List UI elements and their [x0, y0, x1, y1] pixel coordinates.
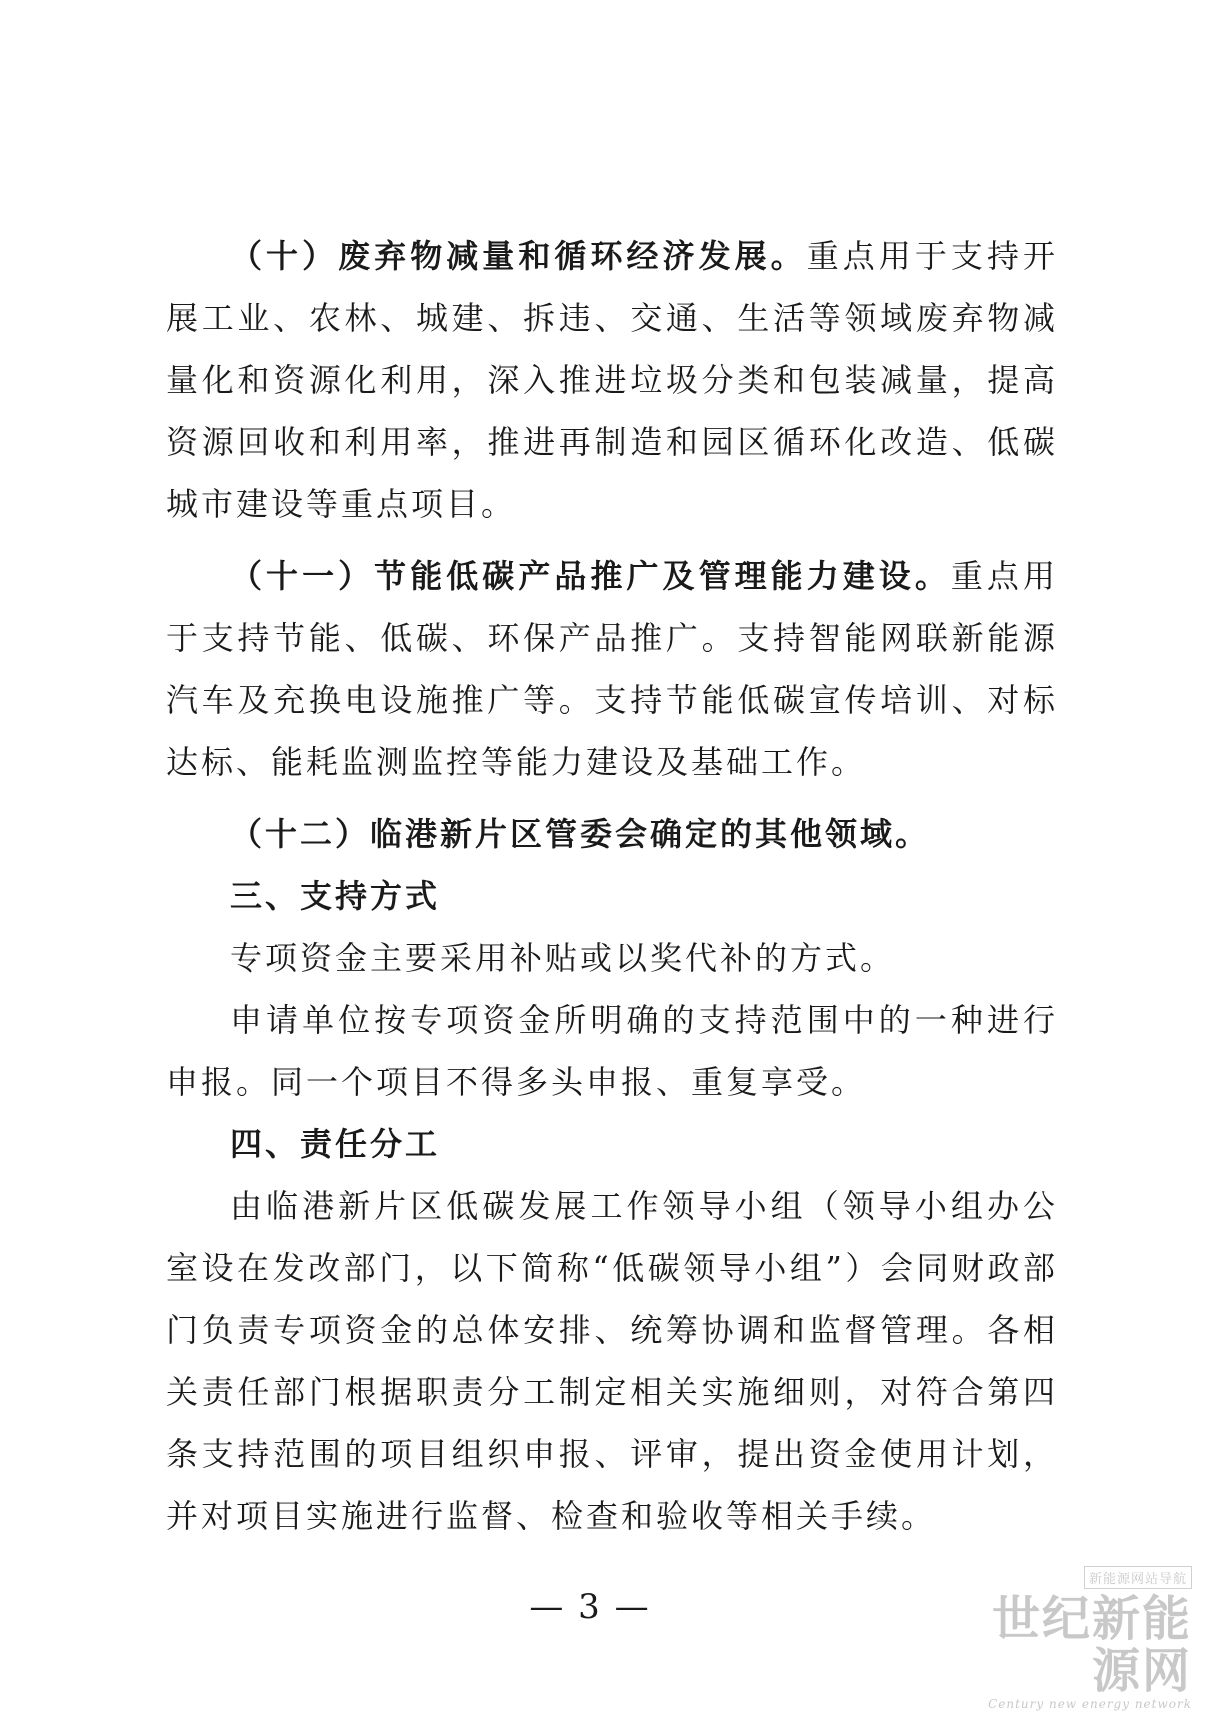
part-3-paragraph-1: 专项资金主要采用补贴或以奖代补的方式。	[230, 939, 896, 977]
section-10-heading: （十）废弃物减量和循环经济发展。	[230, 237, 807, 275]
section-10-body: 重点用于支持开展工业、农林、城建、拆违、交通、生活等领域废弃物减量化和资源化利用，深入推进垃圾分类和包装减量，提高资源回收和利用率，推进再制造和园区循环化改造、低碳城市建设等重点项目。	[166, 237, 1058, 523]
site-watermark	[952, 1566, 1192, 1711]
part-3-paragraph-2: 申请单位按专项资金所明确的支持范围中的一种进行申报。同一个项目不得多头申报、重复享受。	[166, 1001, 1058, 1101]
part-3-heading: 三、支持方式	[230, 877, 441, 915]
page-number: — 3 —	[529, 1587, 651, 1627]
part-4-paragraph-1: 由临港新片区低碳发展工作领导小组（领导小组办公室设在发改部门，以下简称“低碳领导小组”）会同财政部门负责专项资金的总体安排、统筹协调和监督管理。各相关责任部门根据职责分工制定相关实施细则，对符合第四条支持范围的项目组织申报、评审，提出资金使用计划，并对项目实施进行监督、检查和验收等相关手续。	[166, 1187, 1058, 1535]
section-12-heading: （十二）临港新片区管委会确定的其他领域。	[230, 815, 931, 853]
section-11-heading: （十一）节能低碳产品推广及管理能力建设。	[230, 557, 951, 595]
watermark-top-text: 新能源网站导航	[1084, 1566, 1192, 1589]
document-body	[166, 225, 1058, 1547]
watermark-subtitle: Century new energy network	[988, 1697, 1192, 1711]
section-10-paragraph	[166, 225, 1058, 535]
part-4-heading: 四、责任分工	[230, 1125, 441, 1163]
section-12-paragraph	[166, 803, 1058, 865]
section-11-paragraph	[166, 545, 1058, 793]
watermark-logo-text: 世纪新能源网	[991, 1591, 1192, 1699]
section-11-body: 重点用于支持节能、低碳、环保产品推广。支持智能网联新能源汽车及充换电设施推广等。支持节能低碳宣传培训、对标达标、能耗监测监控等能力建设及基础工作。	[166, 557, 1058, 781]
